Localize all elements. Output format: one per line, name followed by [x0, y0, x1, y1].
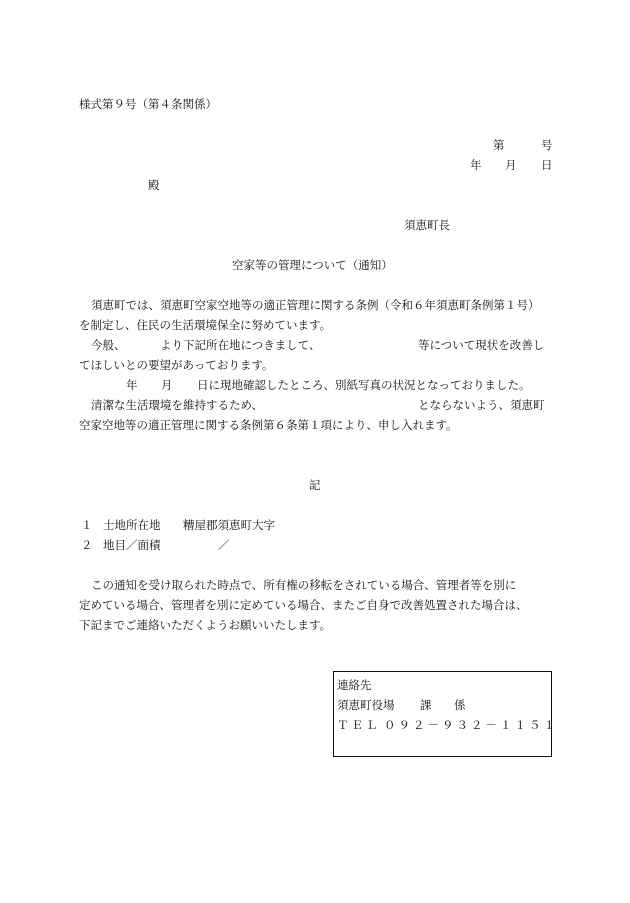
contact-staff: 係 — [454, 698, 466, 712]
contact-tel-label: ＴＥＬ — [337, 718, 381, 732]
contact-heading: 連絡先 — [337, 678, 372, 692]
date-month: 月 — [505, 158, 517, 172]
body-line: 須恵町では、須恵町空家空地等の適正管理に関する条例（令和６年須恵町条例第１号） — [91, 298, 540, 312]
body-text: 今般、 — [91, 338, 126, 352]
body-text: 年 — [126, 378, 138, 392]
notice-line: この通知を受け取られた時点で、所有権の移転をされている場合、管理者等を別に — [91, 578, 517, 592]
contact-tel: ０９２－９３２－１１５１ — [384, 718, 558, 732]
body-line: 空家空地等の適正管理に関する条例第６条第１項により、申し入れます。 — [79, 418, 458, 432]
item-number: ２ — [81, 538, 93, 552]
doc-number-prefix: 第 — [493, 138, 505, 152]
body-text: 清潔な生活環境を維持するため、 — [91, 398, 264, 412]
document-title: 空家等の管理について（通知） — [232, 258, 393, 272]
body-line: てほしいとの要望があっております。 — [79, 358, 274, 372]
form-label: 様式第９号（第４条関係） — [79, 97, 217, 111]
body-line: を制定し、住民の生活環境保全に努めています。 — [79, 318, 332, 332]
item-value: ／ — [218, 538, 230, 552]
sender: 須恵町長 — [404, 218, 450, 232]
notice-line: 下記までご連絡いただくようお願いいたします。 — [79, 618, 332, 632]
body-text: 日に現地確認したところ、別紙写真の状況となっておりました。 — [197, 378, 531, 392]
ki-heading: 記 — [309, 478, 321, 492]
contact-section: 課 — [420, 698, 432, 712]
date-year: 年 — [470, 158, 482, 172]
body-text: 月 — [161, 378, 173, 392]
contact-office: 須恵町役場 — [337, 698, 395, 712]
date-day: 日 — [541, 158, 553, 172]
body-text: とならないよう、須恵町 — [418, 398, 545, 412]
item-number: １ — [81, 518, 93, 532]
item-value: 糟屋郡須恵町大字 — [183, 518, 275, 532]
item-label: 土地所在地 — [103, 518, 161, 532]
addressee: 殿 — [148, 178, 160, 192]
body-text: より下記所在地につきまして、 — [160, 338, 321, 352]
contact-box — [333, 671, 558, 757]
body-text: 等について現状を改善し — [418, 338, 545, 352]
item-label: 地目／面積 — [103, 538, 161, 552]
doc-number-suffix: 号 — [541, 138, 553, 152]
notice-line: 定めている場合、管理者を別に定めている場合、またご自身で改善処置された場合は、 — [79, 598, 528, 612]
